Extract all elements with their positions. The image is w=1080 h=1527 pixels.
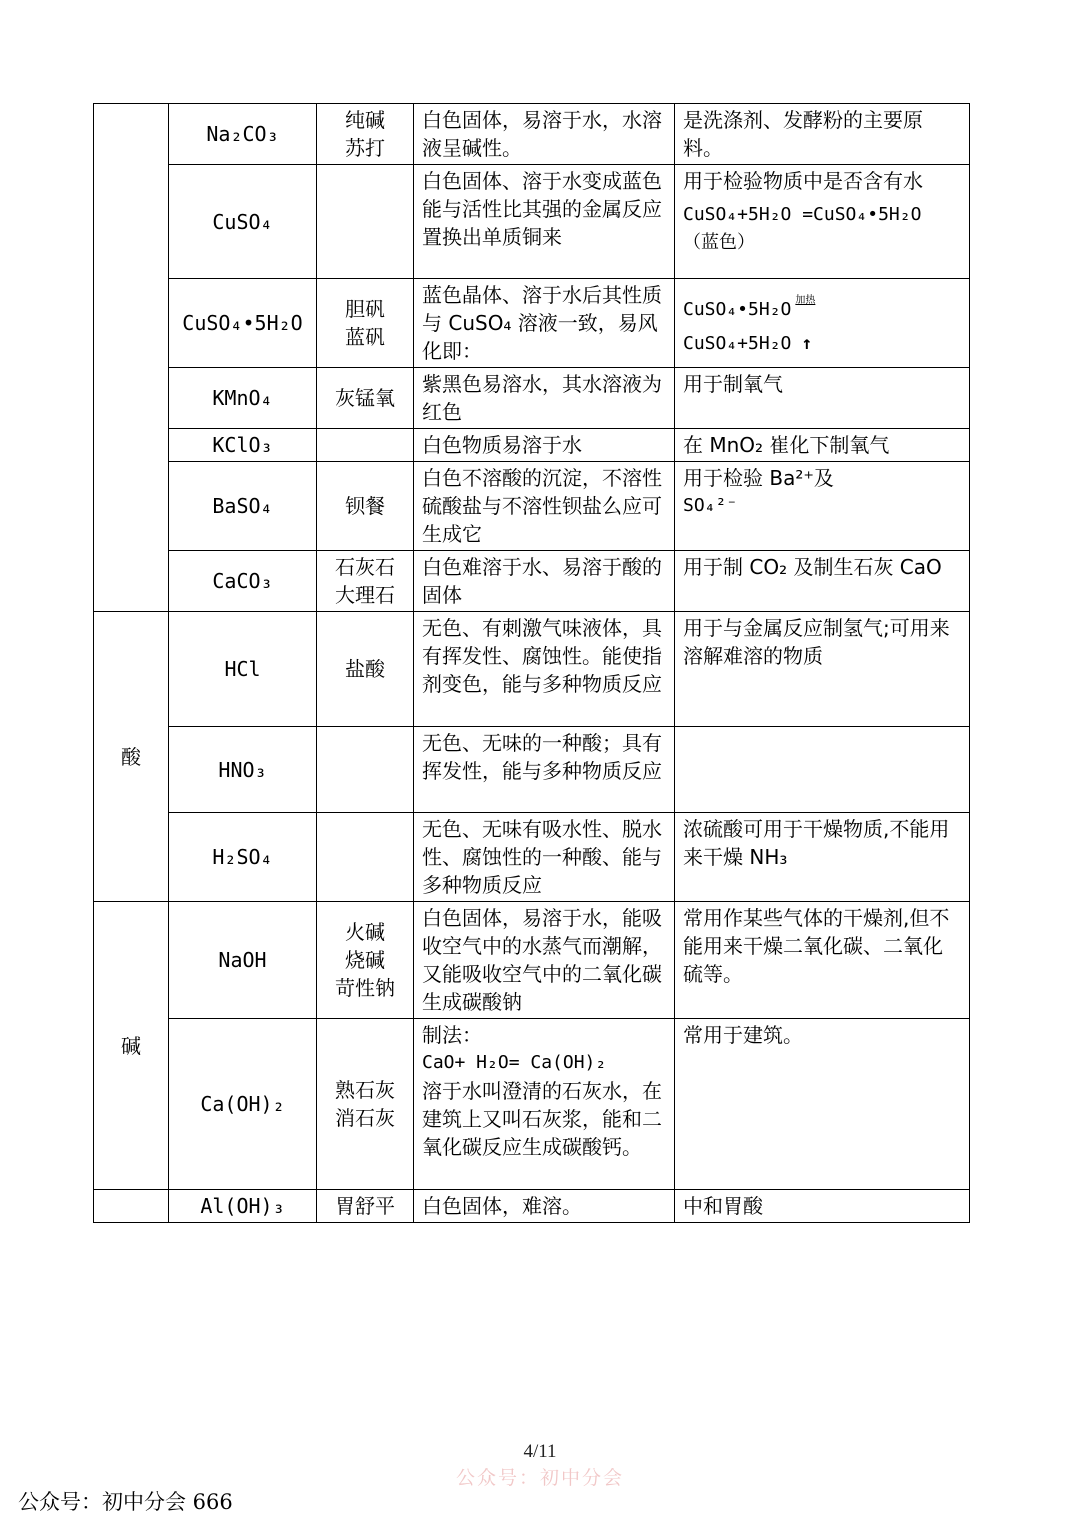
property-text: 制法： — [422, 1023, 482, 1047]
formula-cell: Na₂CO₃ — [169, 104, 317, 165]
category-cell-acid: 酸 — [94, 612, 169, 902]
heat-condition: 加热 — [795, 295, 816, 306]
common-name-cell — [317, 902, 414, 1019]
table-row — [94, 104, 970, 165]
table-row — [94, 612, 970, 727]
use-cell: 中和胃酸 — [675, 1190, 970, 1223]
page-number: 4/11 — [523, 1441, 557, 1462]
formula-cell: CuSO₄•5H₂O — [169, 279, 317, 368]
table-row — [94, 551, 970, 612]
formula-cell: Al(OH)₃ — [169, 1190, 317, 1223]
property-cell: 无色、无味有吸水性、脱水性、腐蚀性的一种酸、能与多种物质反应 — [414, 813, 675, 902]
common-name: 烧碱 — [345, 948, 385, 972]
common-name: 纯碱 — [345, 108, 385, 132]
ion-text: SO₄²⁻ — [683, 495, 738, 516]
use-cell: 常用于建筑。 — [675, 1019, 970, 1190]
property-cell: 白色难溶于水、易溶于酸的固体 — [414, 551, 675, 612]
common-name: 石灰石 — [335, 555, 395, 579]
equation-text: CaO+ H₂O= Ca(OH)₂ — [422, 1052, 607, 1073]
table-row — [94, 429, 970, 462]
property-cell: 无色、无味的一种酸；具有挥发性，能与多种物质反应 — [414, 727, 675, 813]
use-text: 用于检验物质中是否含有水 — [683, 169, 923, 193]
common-name: 蓝矾 — [345, 325, 385, 349]
use-cell: 在 MnO₂ 崔化下制氧气 — [675, 429, 970, 462]
common-name: 火碱 — [345, 920, 385, 944]
common-name: 钡餐 — [345, 494, 385, 518]
common-name: 盐酸 — [345, 657, 385, 681]
common-name-cell — [317, 612, 414, 727]
common-name-cell — [317, 165, 414, 279]
use-cell: 是洗涤剂、发酵粉的主要原料。 — [675, 104, 970, 165]
equation-text — [683, 330, 961, 358]
table-row — [94, 1190, 970, 1223]
formula-cell: Ca(OH)₂ — [169, 1019, 317, 1190]
table-row — [94, 727, 970, 813]
property-cell — [414, 1019, 675, 1190]
common-name: 苏打 — [345, 136, 385, 160]
chemistry-table — [93, 103, 970, 1223]
table-row — [94, 368, 970, 429]
common-name: 胆矾 — [345, 297, 385, 321]
use-cell — [675, 165, 970, 279]
use-cell — [675, 462, 970, 551]
table-row — [94, 1019, 970, 1190]
equation-text — [683, 287, 961, 324]
property-cell: 无色、有刺激气味液体，具有挥发性、腐蚀性。能使指剂变色，能与多种物质反应 — [414, 612, 675, 727]
formula-cell: NaOH — [169, 902, 317, 1019]
property-cell: 白色不溶酸的沉淀，不溶性硫酸盐与不溶性钡盐么应可生成它 — [414, 462, 675, 551]
formula-cell: BaSO₄ — [169, 462, 317, 551]
common-name-cell — [317, 279, 414, 368]
footer-text: 公众号：初中分会 666 — [18, 1490, 233, 1514]
category-cell-empty — [94, 1190, 169, 1223]
formula-cell: CuSO₄ — [169, 165, 317, 279]
table-row — [94, 279, 970, 368]
common-name-cell — [317, 104, 414, 165]
formula-cell: CaCO₃ — [169, 551, 317, 612]
table-row — [94, 462, 970, 551]
property-cell: 白色固体，难溶。 — [414, 1190, 675, 1223]
equation-text: CuSO₄+5H₂O =CuSO₄•5H₂O （蓝色） — [683, 204, 922, 253]
equation-reactant: CuSO₄•5H₂O — [683, 299, 792, 320]
use-cell — [675, 727, 970, 813]
formula-cell: H₂SO₄ — [169, 813, 317, 902]
common-name-cell — [317, 368, 414, 429]
property-cell: 白色固体，易溶于水，能吸收空气中的水蒸气而潮解，又能吸收空气中的二氧化碳生成碳酸钠 — [414, 902, 675, 1019]
property-text: 溶于水叫澄清的石灰水，在建筑上又叫石灰浆，能和二氧化碳反应生成碳酸钙。 — [422, 1079, 662, 1159]
common-name-cell — [317, 727, 414, 813]
category-cell-base: 碱 — [94, 902, 169, 1190]
common-name-cell — [317, 1190, 414, 1223]
property-cell: 白色物质易溶于水 — [414, 429, 675, 462]
common-name-cell — [317, 813, 414, 902]
formula-cell: HNO₃ — [169, 727, 317, 813]
table-row — [94, 165, 970, 279]
common-name: 灰锰氧 — [335, 386, 395, 410]
use-cell: 常用作某些气体的干燥剂,但不能用来干燥二氧化碳、二氧化硫等。 — [675, 902, 970, 1019]
common-name-cell — [317, 551, 414, 612]
common-name: 熟石灰 — [335, 1078, 395, 1102]
common-name: 胃舒平 — [335, 1194, 395, 1218]
equation-product: CuSO₄+5H₂O — [683, 333, 792, 354]
use-cell: 用于与金属反应制氢气;可用来溶解难溶的物质 — [675, 612, 970, 727]
table-row — [94, 813, 970, 902]
common-name: 大理石 — [335, 583, 395, 607]
common-name: 消石灰 — [335, 1106, 395, 1130]
use-cell: 用于制 CO₂ 及制生石灰 CaO — [675, 551, 970, 612]
formula-cell: HCl — [169, 612, 317, 727]
property-cell: 白色固体、溶于水变成蓝色能与活性比其强的金属反应置换出单质铜来 — [414, 165, 675, 279]
watermark: 公众号：初中分会 — [455, 1467, 624, 1489]
formula-cell: KMnO₄ — [169, 368, 317, 429]
category-cell-salt — [94, 104, 169, 612]
common-name-cell — [317, 429, 414, 462]
use-cell: 浓硫酸可用于干燥物质,不能用来干燥 NH₃ — [675, 813, 970, 902]
formula-cell: KClO₃ — [169, 429, 317, 462]
use-cell: 用于制氧气 — [675, 368, 970, 429]
use-cell — [675, 279, 970, 368]
common-name-cell — [317, 462, 414, 551]
common-name-cell — [317, 1019, 414, 1190]
property-cell: 白色固体，易溶于水，水溶液呈碱性。 — [414, 104, 675, 165]
common-name: 苛性钠 — [335, 976, 395, 1000]
use-text: 用于检验 Ba²⁺及 — [683, 466, 834, 490]
property-cell: 蓝色晶体、溶于水后其性质与 CuSO₄ 溶液一致，易风化即： — [414, 279, 675, 368]
up-arrow-icon: ↑ — [801, 333, 813, 354]
property-cell: 紫黑色易溶水，其水溶液为红色 — [414, 368, 675, 429]
table-row — [94, 902, 970, 1019]
